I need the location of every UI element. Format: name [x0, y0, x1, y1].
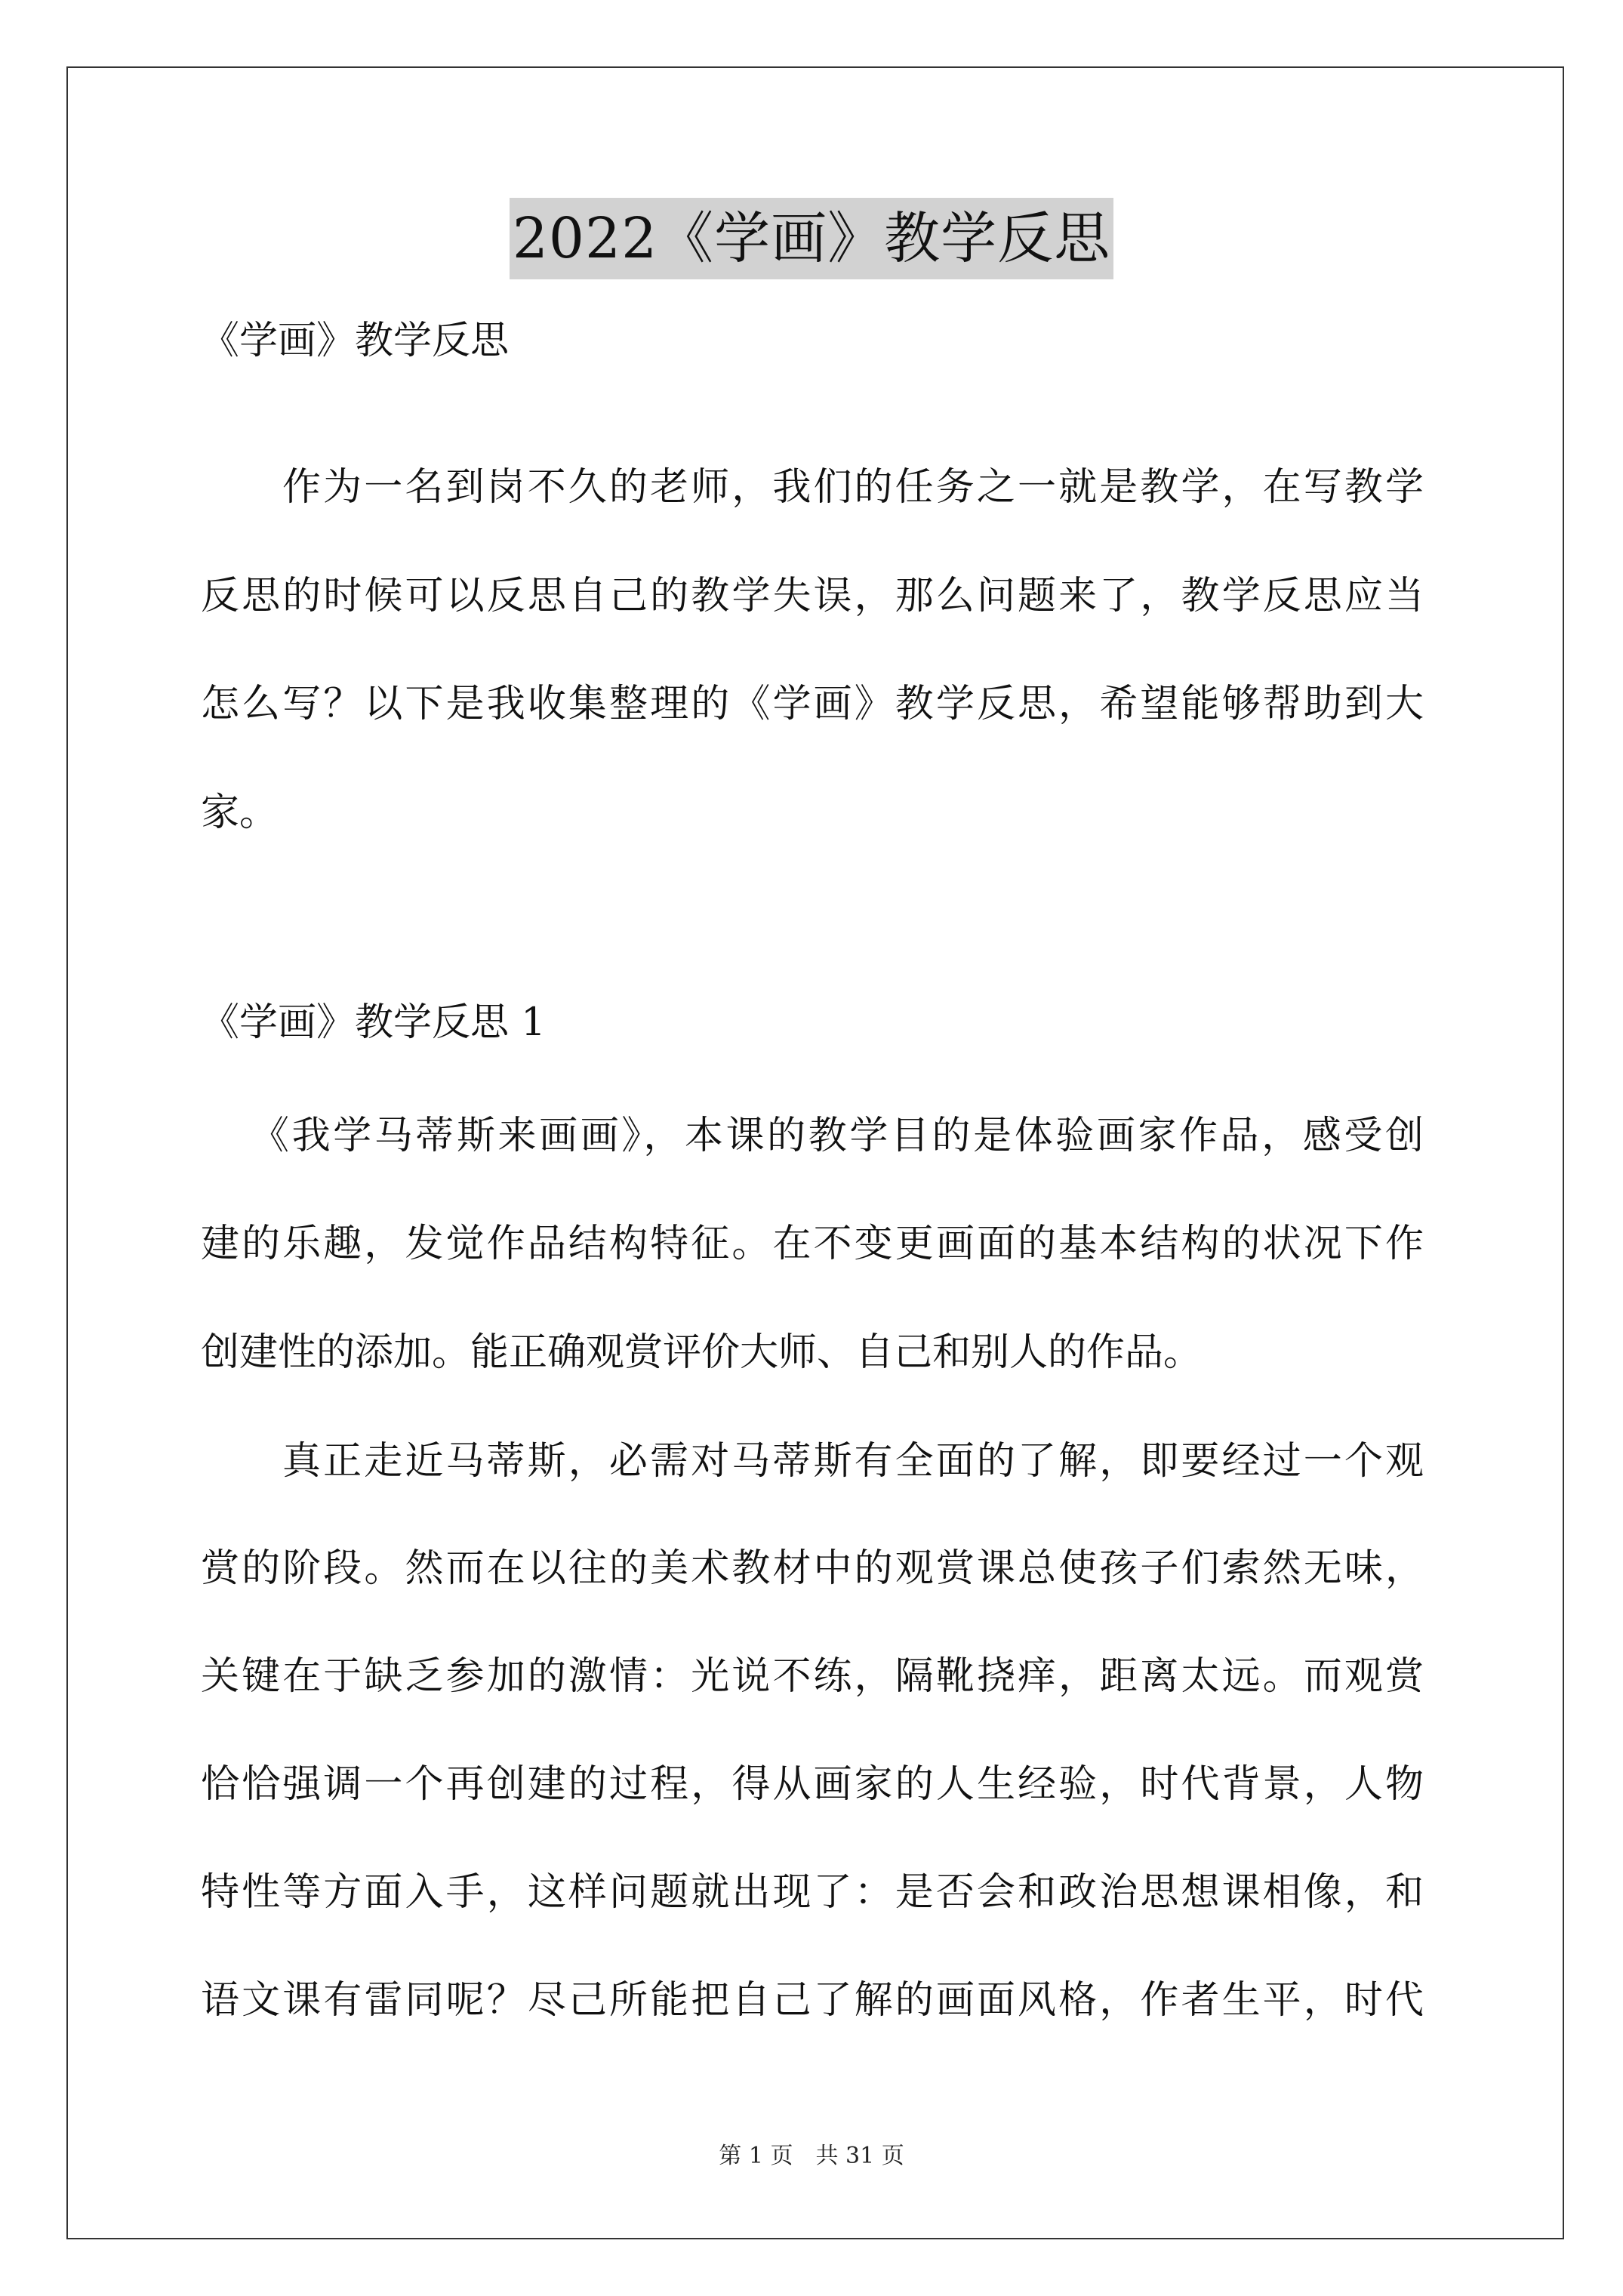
- paragraph2-line-6: 语文课有雷同呢？尽己所能把自己了解的画面风格，作者生平，时代: [201, 1978, 1424, 2023]
- paragraph2-line-5: 特性等方面入手，这样问题就出现了：是否会和政治思想课相像，和: [201, 1870, 1424, 1915]
- intro-heading: 《学画》教学反思: [201, 319, 510, 363]
- paragraph1-line-1: 《我学马蒂斯来画画》，本课的教学目的是体验画家作品，感受创: [251, 1114, 1424, 1158]
- paragraph2-line-3: 关键在于缺乏参加的激情：光说不练，隔靴挠痒，距离太远。而观赏: [201, 1654, 1424, 1699]
- intro-line-3: 怎么写？以下是我收集整理的《学画》教学反思，希望能够帮助到大: [201, 682, 1424, 726]
- paragraph2-line-1: 真正走近马蒂斯，必需对马蒂斯有全面的了解，即要经过一个观: [282, 1439, 1424, 1484]
- intro-line-1: 作为一名到岗不久的老师，我们的任务之一就是教学，在写教学: [282, 465, 1424, 510]
- paragraph2-line-4: 恰恰强调一个再创建的过程，得从画家的人生经验，时代背景，人物: [201, 1762, 1424, 1807]
- paragraph1-line-2: 建的乐趣，发觉作品结构特征。在不变更画面的基本结构的状况下作: [201, 1222, 1424, 1266]
- section-heading: 《学画》教学反思 1: [201, 1000, 546, 1045]
- title-container: [0, 198, 1623, 279]
- page-footer: 第 1 页 共 31 页: [719, 2143, 904, 2169]
- paragraph1-line-3: 创建性的添加。能正确观赏评价大师、自己和别人的作品。: [201, 1330, 1203, 1375]
- intro-line-2: 反思的时候可以反思自己的教学失误，那么问题来了，教学反思应当: [201, 574, 1424, 618]
- document-title: 2022《学画》教学反思: [510, 198, 1113, 279]
- paragraph2-line-2: 赏的阶段。然而在以往的美术教材中的观赏课总使孩子们索然无味，: [201, 1546, 1424, 1591]
- intro-line-4: 家。: [201, 791, 279, 835]
